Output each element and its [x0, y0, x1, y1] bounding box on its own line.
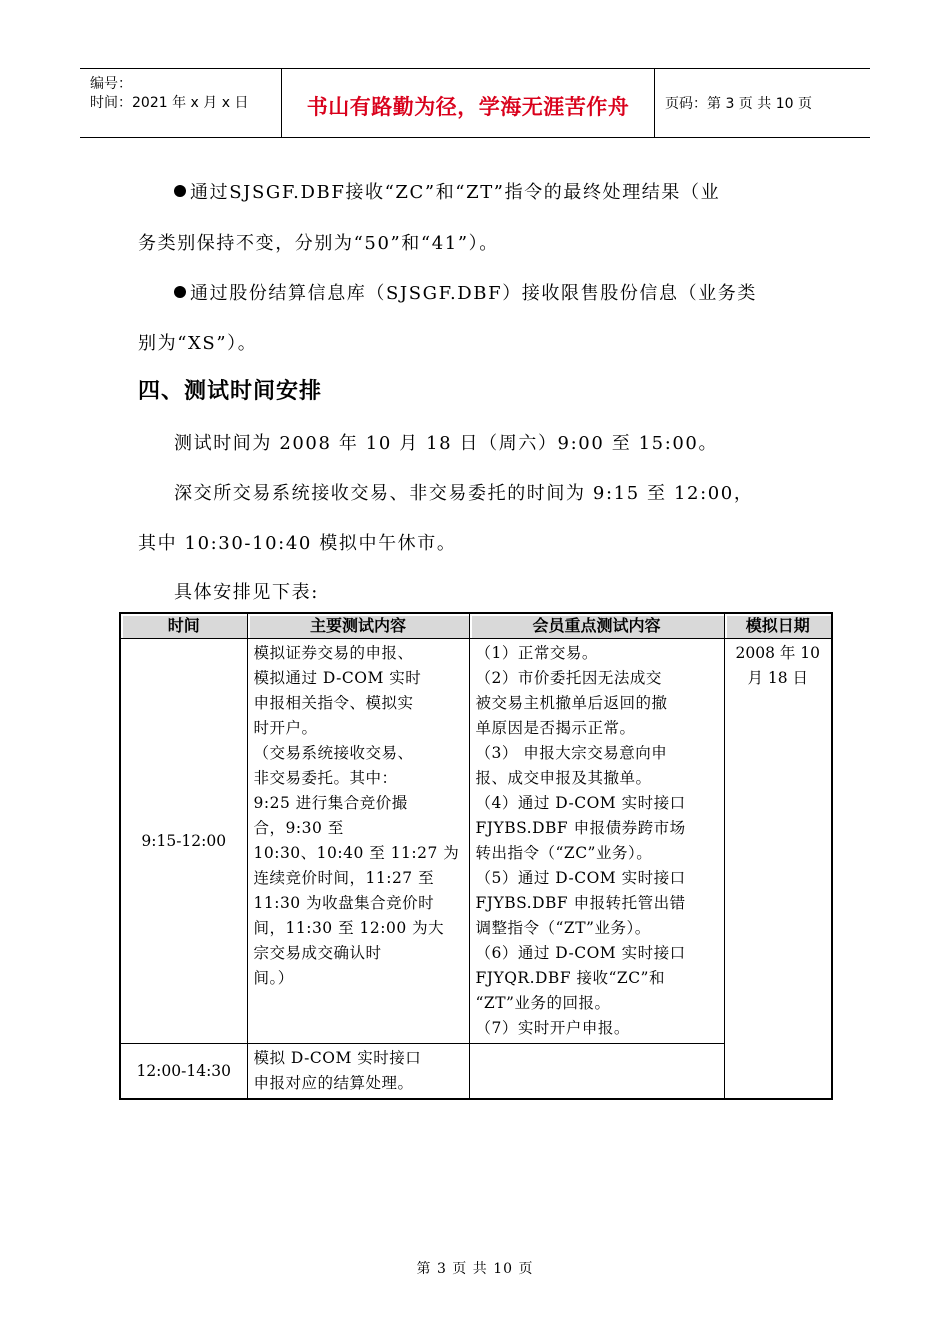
page-header — [80, 68, 870, 138]
date-label: 时间：2021 年 x 月 x 日 — [90, 95, 249, 111]
table-row — [120, 639, 832, 1044]
column-header: 模拟日期 — [724, 613, 832, 639]
trading-hours-continuation: 其中 10:30-10:40 模拟中午休市。 — [138, 533, 457, 554]
column-header: 时间 — [120, 613, 247, 639]
cell-line: 被交易主机撤单后返回的撤 — [475, 694, 668, 712]
cell-line: 间，11:30 至 12:00 为大 — [253, 919, 445, 937]
section-heading: 四、测试时间安排 — [138, 379, 323, 404]
page-footer: 第 3 页 共 10 页 — [416, 1261, 534, 1277]
motto: 书山有路勤为径，学海无涯苦作舟 — [306, 95, 630, 119]
cell-line: 报、成交申报及其撤单。 — [475, 769, 652, 787]
cell-line: 月 18 日 — [747, 669, 809, 687]
page-number-label: 页码：第 3 页 共 10 页 — [665, 96, 812, 112]
cell-line: 单原因是否揭示正常。 — [475, 719, 636, 737]
test-time-paragraph: 测试时间为 2008 年 10 月 18 日（周六）9:00 至 15:00。 — [174, 433, 719, 454]
column-header: 会员重点测试内容 — [469, 613, 724, 639]
cell-line: （3） 申报大宗交易意向申 — [475, 744, 668, 762]
time-cell: 9:15-12:00 — [120, 639, 247, 1044]
bullet-1-continuation: 务类别保持不变，分别为“50”和“41”）。 — [138, 233, 499, 254]
bullet-item-1 — [174, 178, 720, 204]
cell-line: 申报相关指令、模拟实 — [253, 694, 414, 712]
bullet-2-continuation: 别为“XS”）。 — [138, 333, 258, 354]
cell-line: （1）正常交易。 — [475, 644, 598, 662]
main-content-cell — [247, 639, 469, 1044]
bullet-icon — [174, 185, 186, 197]
date-cell — [724, 639, 832, 1100]
cell-line: 模拟 D-COM 实时接口 — [253, 1049, 422, 1067]
cell-line: FJYQR.DBF 接收“ZC”和 — [475, 969, 665, 987]
bullet-icon — [174, 286, 186, 298]
cell-line: 11:30 为收盘集合竞价时 — [253, 894, 435, 912]
cell-line: 申报对应的结算处理。 — [253, 1074, 414, 1092]
cell-line: （7）实时开户申报。 — [475, 1019, 630, 1037]
cell-line: （2）市价委托因无法成交 — [475, 669, 662, 687]
member-content-cell — [469, 1044, 724, 1100]
cell-line: 调整指令（“ZT”业务）。 — [475, 919, 651, 937]
table-header-row — [120, 613, 832, 639]
cell-line: 转出指令（“ZC”业务）。 — [475, 844, 653, 862]
cell-line: 合，9:30 至 — [253, 819, 344, 837]
bullet-item-2 — [174, 279, 757, 305]
bullet-1-text: 通过SJSGF.DBF接收“ZC”和“ZT”指令的最终处理结果（业 — [190, 182, 721, 203]
cell-line: 9:25 进行集合竞价撮 — [253, 794, 408, 812]
cell-line: 时开户。 — [253, 719, 318, 737]
bullet-2-text: 通过股份结算信息库（SJSGF.DBF）接收限售股份信息（业务类 — [190, 283, 758, 304]
cell-line: 宗交易成交确认时 — [253, 944, 382, 962]
cell-line: “ZT”业务的回报。 — [475, 994, 611, 1012]
time-cell: 12:00-14:30 — [120, 1044, 247, 1100]
column-header: 主要测试内容 — [247, 613, 469, 639]
cell-line: 模拟证券交易的申报、 — [253, 644, 414, 662]
trading-hours-paragraph: 深交所交易系统接收交易、非交易委托的时间为 9:15 至 12:00， — [174, 483, 754, 504]
cell-line: 连续竞价时间，11:27 至 — [253, 869, 435, 887]
cell-line: 10:30、10:40 至 11:27 为 — [253, 844, 460, 862]
cell-line: FJYBS.DBF 申报债券跨市场 — [475, 819, 686, 837]
cell-line: 2008 年 10 — [735, 644, 821, 662]
header-meta-cell — [80, 69, 282, 137]
cell-line: （4）通过 D-COM 实时接口 — [475, 794, 686, 812]
cell-line: （5）通过 D-COM 实时接口 — [475, 869, 686, 887]
cell-line: （交易系统接收交易、 — [253, 744, 414, 762]
member-content-cell — [469, 639, 724, 1044]
main-content-cell — [247, 1044, 469, 1100]
cell-line: （6）通过 D-COM 实时接口 — [475, 944, 686, 962]
header-motto-cell — [282, 69, 655, 137]
cell-line: 模拟通过 D-COM 实时 — [253, 669, 422, 687]
header-page-cell — [655, 69, 870, 137]
cell-line: FJYBS.DBF 申报转托管出错 — [475, 894, 686, 912]
code-label: 编号： — [90, 76, 132, 92]
schedule-intro: 具体安排见下表: — [174, 582, 319, 603]
cell-line: 间。） — [253, 969, 294, 987]
cell-line: 非交易委托。其中： — [253, 769, 398, 787]
schedule-table — [119, 612, 833, 1100]
